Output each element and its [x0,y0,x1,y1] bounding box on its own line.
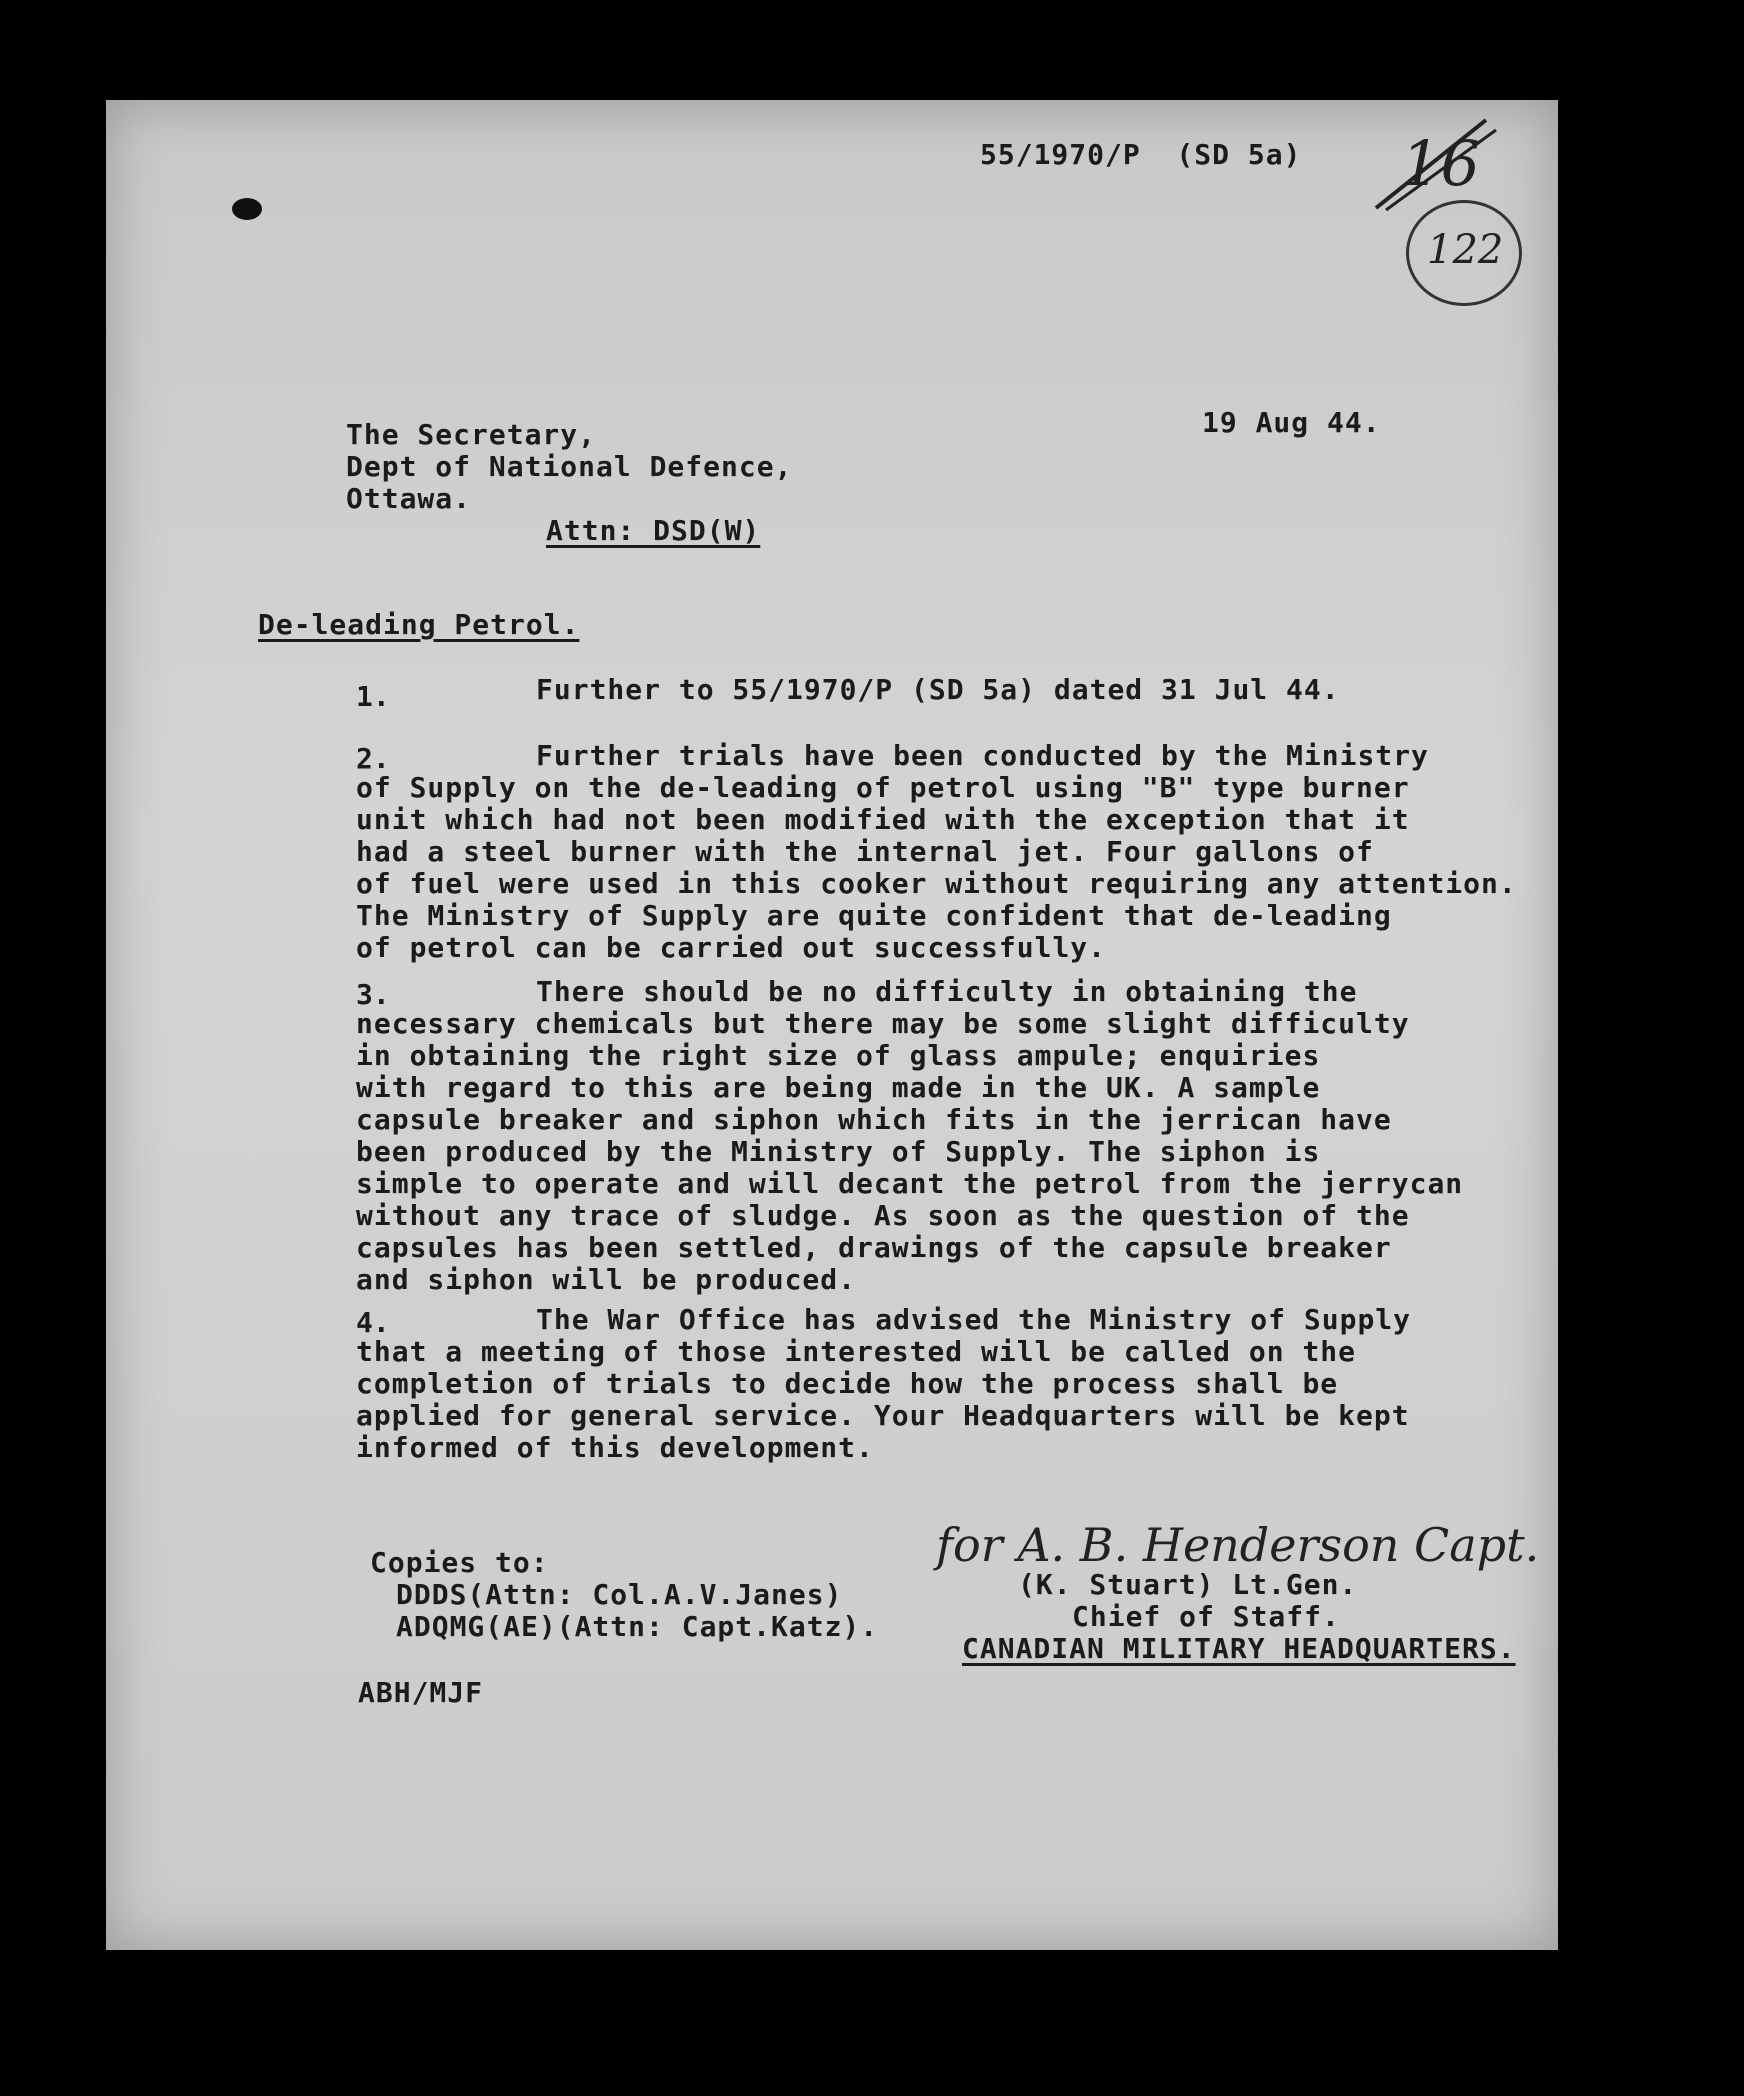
paragraph-3-number: 3. [356,978,390,1011]
addressee-line-2: Dept of National Defence, [346,450,793,483]
copies-line-1: DDDS(Attn: Col.A.V.Janes) [396,1578,843,1611]
addressee-line-3: Ottawa. [346,482,472,515]
handwritten-page-number: 16 [1401,127,1480,200]
paragraph-1-text: Further to 55/1970/P (SD 5a) dated 31 Jul 44. [536,673,1340,706]
circled-number-stamp [1406,200,1522,306]
paragraph-4-text: The War Office has advised the Ministry of Supply that a meeting of those interested will be called on the completion of trials to decide how the process shall be applied for general service. Your Headquarters will be kept informed of this development. [356,1303,1412,1464]
signature-title: Chief of Staff. [1072,1600,1340,1633]
signature-name: (K. Stuart) Lt.Gen. [1018,1568,1358,1601]
signature-organization: CANADIAN MILITARY HEADQUARTERS. [962,1632,1516,1665]
letter-date: 19 Aug 44. [1202,406,1381,439]
addressee-line-1: The Secretary, [346,418,597,451]
paragraph-4-number: 4. [356,1306,390,1339]
subject-heading: De-leading Petrol. [258,608,580,641]
file-reference: 55/1970/P (SD 5a) [980,138,1302,171]
document-page [106,100,1558,1950]
paragraph-1-number: 1. [356,680,390,713]
circled-number: 122 [1427,227,1504,273]
attention-line: Attn: DSD(W) [546,514,761,547]
punch-hole-mark [232,198,262,220]
typist-initials: ABH/MJF [358,1676,484,1709]
paragraph-2-number: 2. [356,742,390,775]
copies-heading: Copies to: [370,1546,549,1579]
paragraph-2-text: Further trials have been conducted by the Ministry of Supply on the de-leading of petrol using "B" type burner unit which had not been modified with the exception that it had a steel burner with the internal jet. Four gallons of of fuel were used in this cooker without requiring any attention. The Ministry of Supply are quite confident that de-leading of petrol can be carried out successfully. [356,739,1517,964]
paragraph-3-text: There should be no difficulty in obtaining the necessary chemicals but there may be some slight difficulty in obtaining the right size of glass ampule; enquiries with regard to this are being made in the UK. A sample capsule breaker and siphon which fits in the jerrican have been produced by the Ministry of Supply. The siphon is simple to operate and will decant the petrol from the jerrycan without any trace of sludge. As soon as the question of the capsules has been settled, drawings of the capsule breaker and siphon will be produced. [356,975,1464,1296]
handwritten-signature: for A. B. Henderson Capt. [936,1518,1540,1572]
copies-line-2: ADQMG(AE)(Attn: Capt.Katz). [396,1610,879,1643]
